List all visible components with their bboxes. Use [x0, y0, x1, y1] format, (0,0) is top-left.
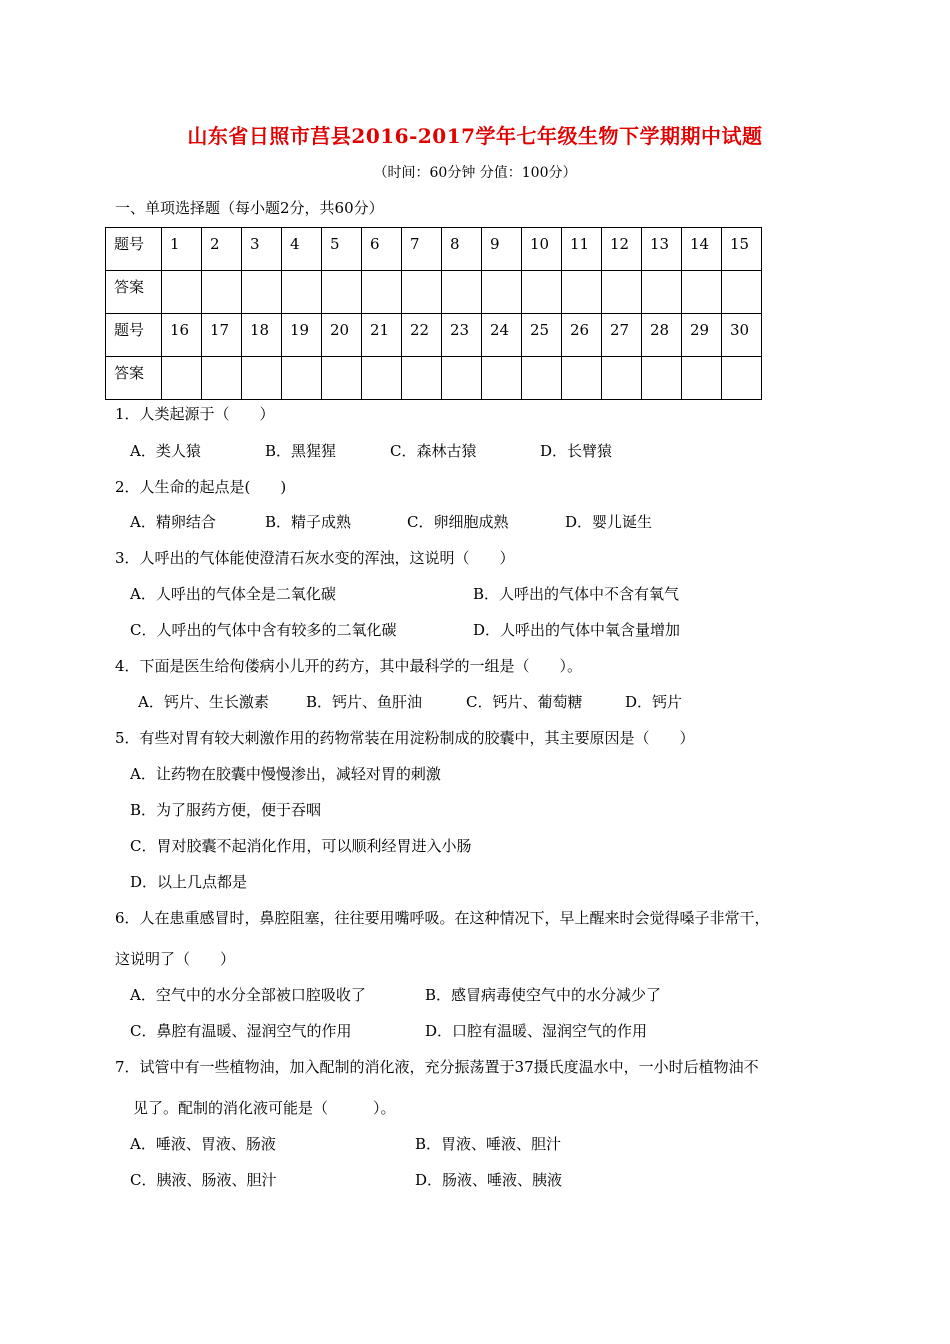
option: B．钙片、鱼肝油: [306, 693, 423, 711]
answer-cell[interactable]: [482, 271, 522, 314]
question-number: 19: [282, 314, 322, 357]
answer-cell[interactable]: [602, 271, 642, 314]
option: B．为了服药方便，便于吞咽: [130, 801, 322, 819]
table-row: [106, 228, 762, 271]
option: B．黑猩猩: [265, 442, 337, 460]
question-number: 20: [322, 314, 362, 357]
answer-table: [105, 227, 762, 400]
question-number: 3: [242, 228, 282, 271]
option: A．人呼出的气体全是二氧化碳: [130, 585, 336, 603]
question-stem: 1．人类起源于（ ）: [115, 405, 275, 423]
question-stem: 4．下面是医生给佝偻病小儿开的药方，其中最科学的一组是（ ）。: [115, 657, 583, 675]
table-row: [106, 271, 762, 314]
question-stem: 6．人在患重感冒时，鼻腔阻塞，往往要用嘴呼吸。在这种情况下，早上醒来时会觉得嗓子非常干，: [115, 909, 770, 927]
answer-cell[interactable]: [562, 357, 602, 400]
answer-cell[interactable]: [402, 271, 442, 314]
question-number: 7: [402, 228, 442, 271]
question-number: 13: [642, 228, 682, 271]
answer-cell[interactable]: [682, 271, 722, 314]
answer-cell[interactable]: [482, 357, 522, 400]
question-number: 6: [362, 228, 402, 271]
question-number: 2: [202, 228, 242, 271]
question-number: 21: [362, 314, 402, 357]
answer-cell[interactable]: [642, 357, 682, 400]
option: C．卵细胞成熟: [407, 513, 509, 531]
question-number: 5: [322, 228, 362, 271]
question-stem-continued: 这说明了（ ）: [115, 950, 236, 968]
option: A．类人猿: [130, 442, 201, 460]
question-stem-continued: 见了。配制的消化液可能是（ ）。: [133, 1099, 396, 1117]
question-number: 16: [162, 314, 202, 357]
answer-cell[interactable]: [362, 271, 402, 314]
option: B．精子成熟: [265, 513, 352, 531]
option: B．感冒病毒使空气中的水分减少了: [425, 986, 662, 1004]
question-number: 27: [602, 314, 642, 357]
row-label: 题号: [106, 314, 162, 357]
question-number: 18: [242, 314, 282, 357]
option: A．精卵结合: [130, 513, 216, 531]
question-number: 22: [402, 314, 442, 357]
question-number: 8: [442, 228, 482, 271]
question-number: 11: [562, 228, 602, 271]
question-stem: 7．试管中有一些植物油，加入配制的消化液，充分振荡置于37摄氏度温水中，一小时后植物油不: [115, 1058, 759, 1076]
option: D．人呼出的气体中氧含量增加: [473, 621, 681, 639]
question-number: 29: [682, 314, 722, 357]
answer-cell[interactable]: [682, 357, 722, 400]
answer-cell[interactable]: [362, 357, 402, 400]
option: A．让药物在胶囊中慢慢渗出，减轻对胃的刺激: [130, 765, 441, 783]
option: D．口腔有温暖、湿润空气的作用: [425, 1022, 648, 1040]
answer-cell[interactable]: [722, 357, 762, 400]
answer-cell[interactable]: [162, 357, 202, 400]
section-heading: 一、单项选择题（每小题2分，共60分）: [115, 199, 384, 217]
option: C．钙片、葡萄糖: [466, 693, 583, 711]
question-number: 4: [282, 228, 322, 271]
option: A．空气中的水分全部被口腔吸收了: [130, 986, 366, 1004]
option: C．人呼出的气体中含有较多的二氧化碳: [130, 621, 397, 639]
option: C．胰液、肠液、胆汁: [130, 1171, 277, 1189]
question-number: 17: [202, 314, 242, 357]
question-number: 15: [722, 228, 762, 271]
option: B．人呼出的气体中不含有氧气: [473, 585, 680, 603]
question-number: 14: [682, 228, 722, 271]
answer-cell[interactable]: [162, 271, 202, 314]
answer-cell[interactable]: [722, 271, 762, 314]
answer-cell[interactable]: [202, 357, 242, 400]
answer-cell[interactable]: [322, 271, 362, 314]
option: A．唾液、胃液、肠液: [130, 1135, 276, 1153]
answer-cell[interactable]: [402, 357, 442, 400]
option: D．以上几点都是: [130, 873, 248, 891]
question-number: 30: [722, 314, 762, 357]
option: C．胃对胶囊不起消化作用，可以顺利经胃进入小肠: [130, 837, 472, 855]
answer-cell[interactable]: [522, 357, 562, 400]
exam-info: （时间：60分钟 分值：100分）: [373, 165, 577, 181]
answer-cell[interactable]: [322, 357, 362, 400]
answer-cell[interactable]: [202, 271, 242, 314]
option: D．婴儿诞生: [565, 513, 653, 531]
question-number: 1: [162, 228, 202, 271]
answer-cell[interactable]: [242, 271, 282, 314]
answer-cell[interactable]: [522, 271, 562, 314]
question-number: 9: [482, 228, 522, 271]
option: D．肠液、唾液、胰液: [415, 1171, 563, 1189]
row-label: 答案: [106, 271, 162, 314]
answer-cell[interactable]: [282, 271, 322, 314]
question-stem: 5．有些对胃有较大刺激作用的药物常装在用淀粉制成的胶囊中，其主要原因是（ ）: [115, 729, 695, 747]
question-number: 10: [522, 228, 562, 271]
table-row: [106, 357, 762, 400]
option: C．鼻腔有温暖、湿润空气的作用: [130, 1022, 352, 1040]
question-number: 24: [482, 314, 522, 357]
row-label: 答案: [106, 357, 162, 400]
question-number: 12: [602, 228, 642, 271]
option: D．钙片: [625, 693, 683, 711]
option: B．胃液、唾液、胆汁: [415, 1135, 562, 1153]
answer-cell[interactable]: [562, 271, 602, 314]
answer-cell[interactable]: [642, 271, 682, 314]
page-title: 山东省日照市莒县2016-2017学年七年级生物下学期期中试题: [187, 124, 763, 148]
option: A．钙片、生长激素: [138, 693, 269, 711]
answer-cell[interactable]: [602, 357, 642, 400]
option: C．森林古猿: [390, 442, 477, 460]
answer-cell[interactable]: [282, 357, 322, 400]
answer-cell[interactable]: [442, 271, 482, 314]
question-number: 28: [642, 314, 682, 357]
table-row: [106, 314, 762, 357]
question-number: 26: [562, 314, 602, 357]
question-number: 23: [442, 314, 482, 357]
row-label: 题号: [106, 228, 162, 271]
answer-cell[interactable]: [442, 357, 482, 400]
option: D．长臂猿: [540, 442, 613, 460]
question-number: 25: [522, 314, 562, 357]
question-stem: 2．人生命的起点是( ): [115, 478, 287, 496]
answer-cell[interactable]: [242, 357, 282, 400]
question-stem: 3．人呼出的气体能使澄清石灰水变的浑浊，这说明（ ）: [115, 549, 515, 567]
